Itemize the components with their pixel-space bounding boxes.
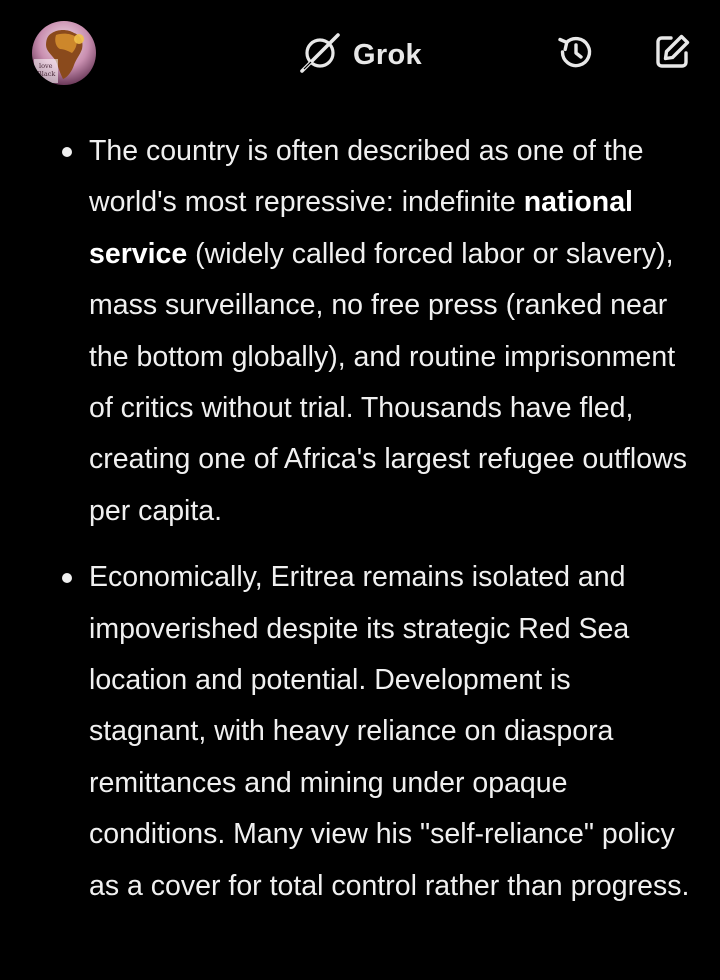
brand-name: Grok	[353, 38, 422, 71]
bullet-text-start: The country is often described as one of the world's most repressive: indefinite	[89, 135, 644, 219]
list-item	[0, 552, 720, 912]
avatar-caption: love	[39, 62, 53, 70]
user-avatar[interactable]	[32, 21, 96, 85]
message-content	[0, 126, 720, 912]
brand[interactable]	[296, 32, 422, 78]
bullet-dot-icon	[62, 573, 72, 583]
grok-logo-icon	[296, 29, 344, 81]
bullet-list	[0, 126, 720, 912]
top-bar	[0, 0, 720, 110]
list-item	[0, 126, 720, 537]
new-chat-icon	[650, 30, 694, 78]
bullet-text: Economically, Eritrea remains isolated and impoverished despite its strategic Red Sea location and potential. Development is stagnant, with heavy reliance on diaspora remittances and mining under opaque conditions. Many view his "self-reliance" policy as a cover for total control rather than progress.	[89, 561, 690, 902]
avatar-image	[32, 21, 96, 85]
history-icon	[554, 30, 598, 78]
new-chat-button[interactable]	[648, 30, 696, 78]
svg-text:Black: Black	[37, 70, 56, 78]
bullet-dot-icon	[62, 147, 72, 157]
bullet-text-end: (widely called forced labor or slavery), mass surveillance, no free press (ranked near the bottom globally), and routine imprisonment of critics without trial. Thousands have fled, creating one of Africa's largest refugee outflows per capita.	[89, 237, 687, 527]
bullet-bold-term: national service	[89, 186, 633, 270]
history-button[interactable]	[552, 30, 600, 78]
